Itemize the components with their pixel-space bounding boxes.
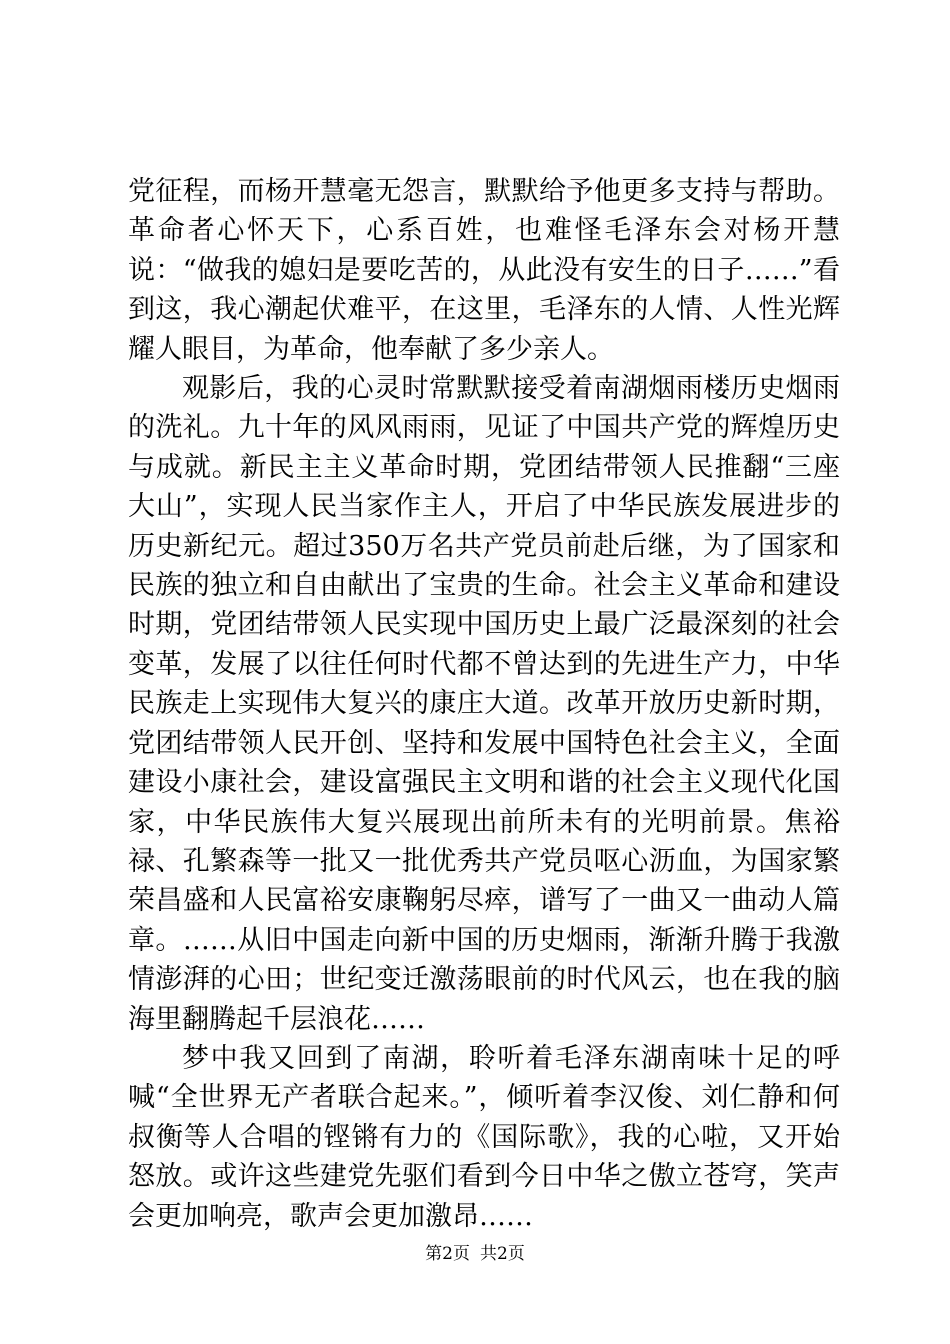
page-number-current: 第2页 [425, 1244, 470, 1264]
paragraph-after-film: 观影后，我的心灵时常默默接受着南湖烟雨楼历史烟雨的洗礼。九十年的风风雨雨，见证了中国共产党的辉煌历史与成就。新民主主义革命时期，党团结带领人民推翻“三座大山”，实现人民当家作主人，开启了中华民族发展进步的历史新纪元。超过350万名共产党员前赴后继，为了国家和民族的独立和自由献出了宝贵的生命。社会主义革命和建设时期，党团结带领人民实现中国历史上最广泛最深刻的社会变革，发展了以往任何时代都不曾达到的先进生产力，中华民族走上实现伟大复兴的康庄大道。改革开放历史新时期，党团结带领人民开创、坚持和发展中国特色社会主义，全面建设小康社会，建设富强民主文明和谐的社会主义现代化国家，中华民族伟大复兴展现出前所未有的光明前景。焦裕禄、孔繁森等一批又一批优秀共产党员呕心沥血，为国家繁荣昌盛和人民富裕安康鞠躬尽瘁，谱写了一曲又一曲动人篇章。……从旧中国走向新中国的历史烟雨，渐渐升腾于我激情澎湃的心田；世纪变迁激荡眼前的时代风云，也在我的脑海里翻腾起千层浪花…… [128, 373, 840, 1035]
paragraph-continuation: 党征程，而杨开慧毫无怨言，默默给予他更多支持与帮助。革命者心怀天下，心系百姓，也难怪毛泽东会对杨开慧说：“做我的媳妇是要吃苦的，从此没有安生的日子……”看到这，我心潮起伏难平，在这里，毛泽东的人情、人性光辉耀人眼目，为革命，他奉献了多少亲人。 [128, 176, 840, 365]
paragraph-dream-nanhu: 梦中我又回到了南湖，聆听着毛泽东湖南味十足的呼喊“全世界无产者联合起来。”，倾听着李汉俊、刘仁静和何叔衡等人合唱的铿锵有力的《国际歌》，我的心啦，又开始怒放。或许这些建党先驱们看到今日中华之傲立苍穹，笑声会更加响亮，歌声会更加激昂…… [128, 1042, 840, 1232]
page-number-total: 共2页 [480, 1244, 525, 1264]
page-footer [0, 1243, 950, 1265]
document-body [128, 172, 840, 1236]
